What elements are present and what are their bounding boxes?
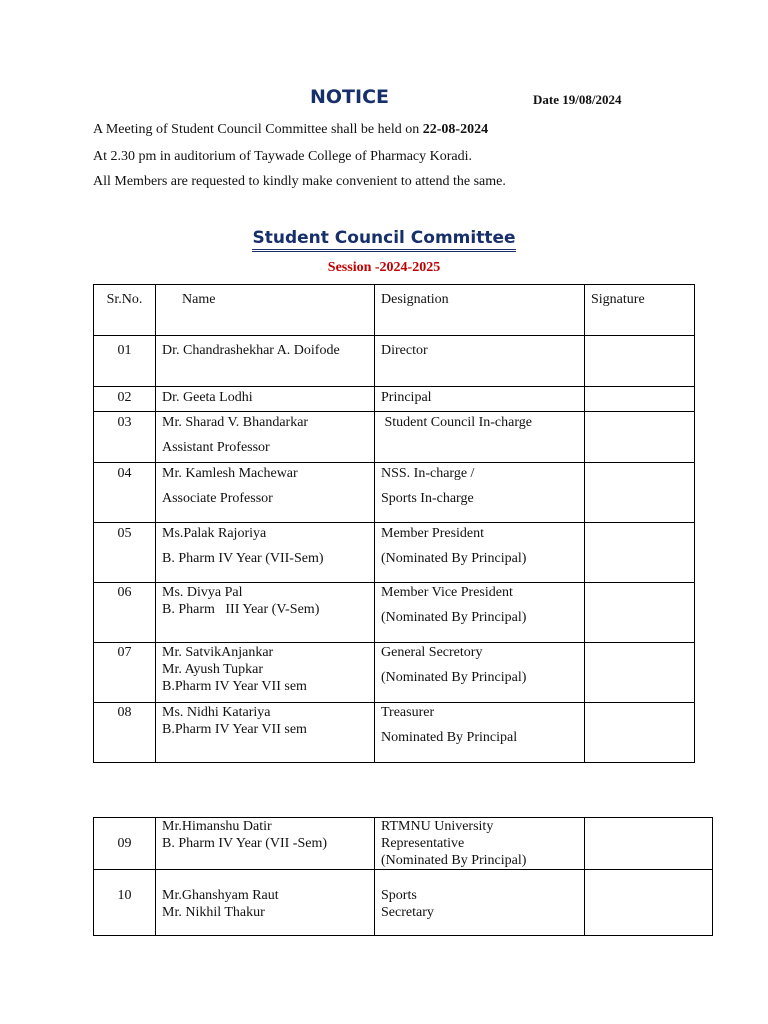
notice-line-1 [93, 122, 488, 138]
row-srno [94, 703, 156, 763]
meeting-date: 22-08-2024 [422, 122, 489, 137]
notice-title: NOTICE [310, 86, 390, 108]
designation-text: General Secretory [381, 645, 483, 660]
row-signature [585, 336, 695, 387]
srno-text: 02 [117, 390, 132, 405]
row-srno [94, 643, 156, 703]
notice-line-3: All Members are requested to kindly make convenient to attend the same. [93, 174, 506, 189]
name-subtext: B. Pharm III Year (V-Sem) [162, 602, 320, 617]
table-row [94, 412, 695, 463]
name-subtext: Assistant Professor [162, 440, 270, 455]
row-srno [94, 463, 156, 523]
row-name [156, 387, 375, 412]
name-text: Ms. Nidhi Katariya [162, 705, 271, 720]
row-signature [585, 463, 695, 523]
notice-line-2: At 2.30 pm in auditorium of Taywade College of Pharmacy Koradi. [93, 149, 473, 164]
row-srno [94, 583, 156, 643]
table-row [94, 336, 695, 387]
row-designation [375, 643, 585, 703]
designation-text: RTMNU University [381, 819, 494, 834]
committee-title-text: Student Council Committee [252, 228, 515, 252]
designation-text: Student Council In-charge [381, 415, 532, 430]
header-designation-text: Designation [381, 292, 449, 307]
row-name [156, 583, 375, 643]
row-designation [375, 412, 585, 463]
row-signature [585, 870, 713, 936]
designation-subtext: Nominated By Principal [381, 730, 518, 745]
name-subtext: B. Pharm IV Year (VII-Sem) [162, 551, 324, 566]
row-srno [94, 818, 156, 870]
table-row [94, 523, 695, 583]
name-subtext: B. Pharm IV Year (VII -Sem) [162, 836, 327, 851]
row-designation [375, 583, 585, 643]
row-signature [585, 387, 695, 412]
row-designation [375, 523, 585, 583]
designation-subtext: Representative [381, 836, 465, 851]
designation-subtext: (Nominated By Principal) [381, 551, 527, 566]
designation-text: Sports [381, 888, 417, 903]
row-srno [94, 523, 156, 583]
name-subtext: Associate Professor [162, 491, 273, 506]
table-row [94, 643, 695, 703]
row-srno [94, 336, 156, 387]
row-srno [94, 387, 156, 412]
row-designation [375, 818, 585, 870]
committee-table-continued [93, 817, 713, 936]
header-signature-text: Signature [591, 292, 645, 307]
srno-text: 10 [117, 888, 132, 903]
designation-subtext: (Nominated By Principal) [381, 610, 527, 625]
header-name [156, 285, 375, 336]
notice-line-1-text: A Meeting of Student Council Committee shall be held on [93, 122, 423, 137]
name-text: Mr. SatvikAnjankar [162, 645, 274, 660]
header-designation [375, 285, 585, 336]
name-text: Dr. Geeta Lodhi [162, 390, 253, 405]
table-row [94, 703, 695, 763]
name-text: Mr.Himanshu Datir [162, 819, 272, 834]
header-name-text: Name [182, 292, 216, 307]
header-srno [94, 285, 156, 336]
table-row [94, 583, 695, 643]
committee-title [0, 228, 768, 248]
designation-text: Director [381, 343, 428, 358]
table-row [94, 870, 713, 936]
designation-text: Treasurer [381, 705, 435, 720]
table-row [94, 387, 695, 412]
row-srno [94, 412, 156, 463]
designation-subtext: Secretary [381, 905, 434, 920]
name-text: Mr. Sharad V. Bhandarkar [162, 415, 309, 430]
row-designation [375, 336, 585, 387]
designation-text: NSS. In-charge / [381, 466, 475, 481]
row-name [156, 643, 375, 703]
row-signature [585, 703, 695, 763]
srno-text: 01 [117, 343, 132, 358]
name-text: Dr. Chandrashekhar A. Doifode [162, 343, 340, 358]
row-signature [585, 583, 695, 643]
row-name [156, 818, 375, 870]
name-subtext: B.Pharm IV Year VII sem [162, 679, 307, 694]
name-subtext: Mr. Ayush Tupkar [162, 662, 264, 677]
row-signature [585, 818, 713, 870]
row-name [156, 523, 375, 583]
row-signature [585, 523, 695, 583]
notice-date: Date 19/08/2024 [533, 92, 622, 107]
srno-text: 06 [117, 585, 132, 600]
designation-subtext: Sports In-charge [381, 491, 474, 506]
designation-subtext: (Nominated By Principal) [381, 670, 527, 685]
row-name [156, 703, 375, 763]
designation-text: Principal [381, 390, 432, 405]
srno-text: 08 [117, 705, 132, 720]
row-name [156, 336, 375, 387]
row-name [156, 870, 375, 936]
row-designation [375, 870, 585, 936]
session-label: Session -2024-2025 [327, 260, 441, 275]
designation-text: Member President [381, 526, 485, 541]
row-designation [375, 387, 585, 412]
committee-table [93, 284, 695, 763]
header-signature [585, 285, 695, 336]
srno-text: 09 [117, 836, 132, 851]
srno-text: 07 [117, 645, 132, 660]
table-row [94, 818, 713, 870]
row-name [156, 463, 375, 523]
srno-text: 04 [117, 466, 132, 481]
designation-subtext: (Nominated By Principal) [381, 853, 527, 868]
table-row [94, 463, 695, 523]
row-name [156, 412, 375, 463]
name-text: Mr.Ghanshyam Raut [162, 888, 279, 903]
name-text: Ms.Palak Rajoriya [162, 526, 267, 541]
row-designation [375, 703, 585, 763]
name-text: Mr. Kamlesh Machewar [162, 466, 298, 481]
header-srno-text: Sr.No. [106, 292, 143, 307]
name-subtext: B.Pharm IV Year VII sem [162, 722, 307, 737]
row-signature [585, 643, 695, 703]
name-text: Ms. Divya Pal [162, 585, 243, 600]
srno-text: 03 [117, 415, 132, 430]
row-signature [585, 412, 695, 463]
table-header-row [94, 285, 695, 336]
srno-text: 05 [117, 526, 132, 541]
row-srno [94, 870, 156, 936]
designation-text: Member Vice President [381, 585, 513, 600]
row-designation [375, 463, 585, 523]
name-subtext: Mr. Nikhil Thakur [162, 905, 265, 920]
